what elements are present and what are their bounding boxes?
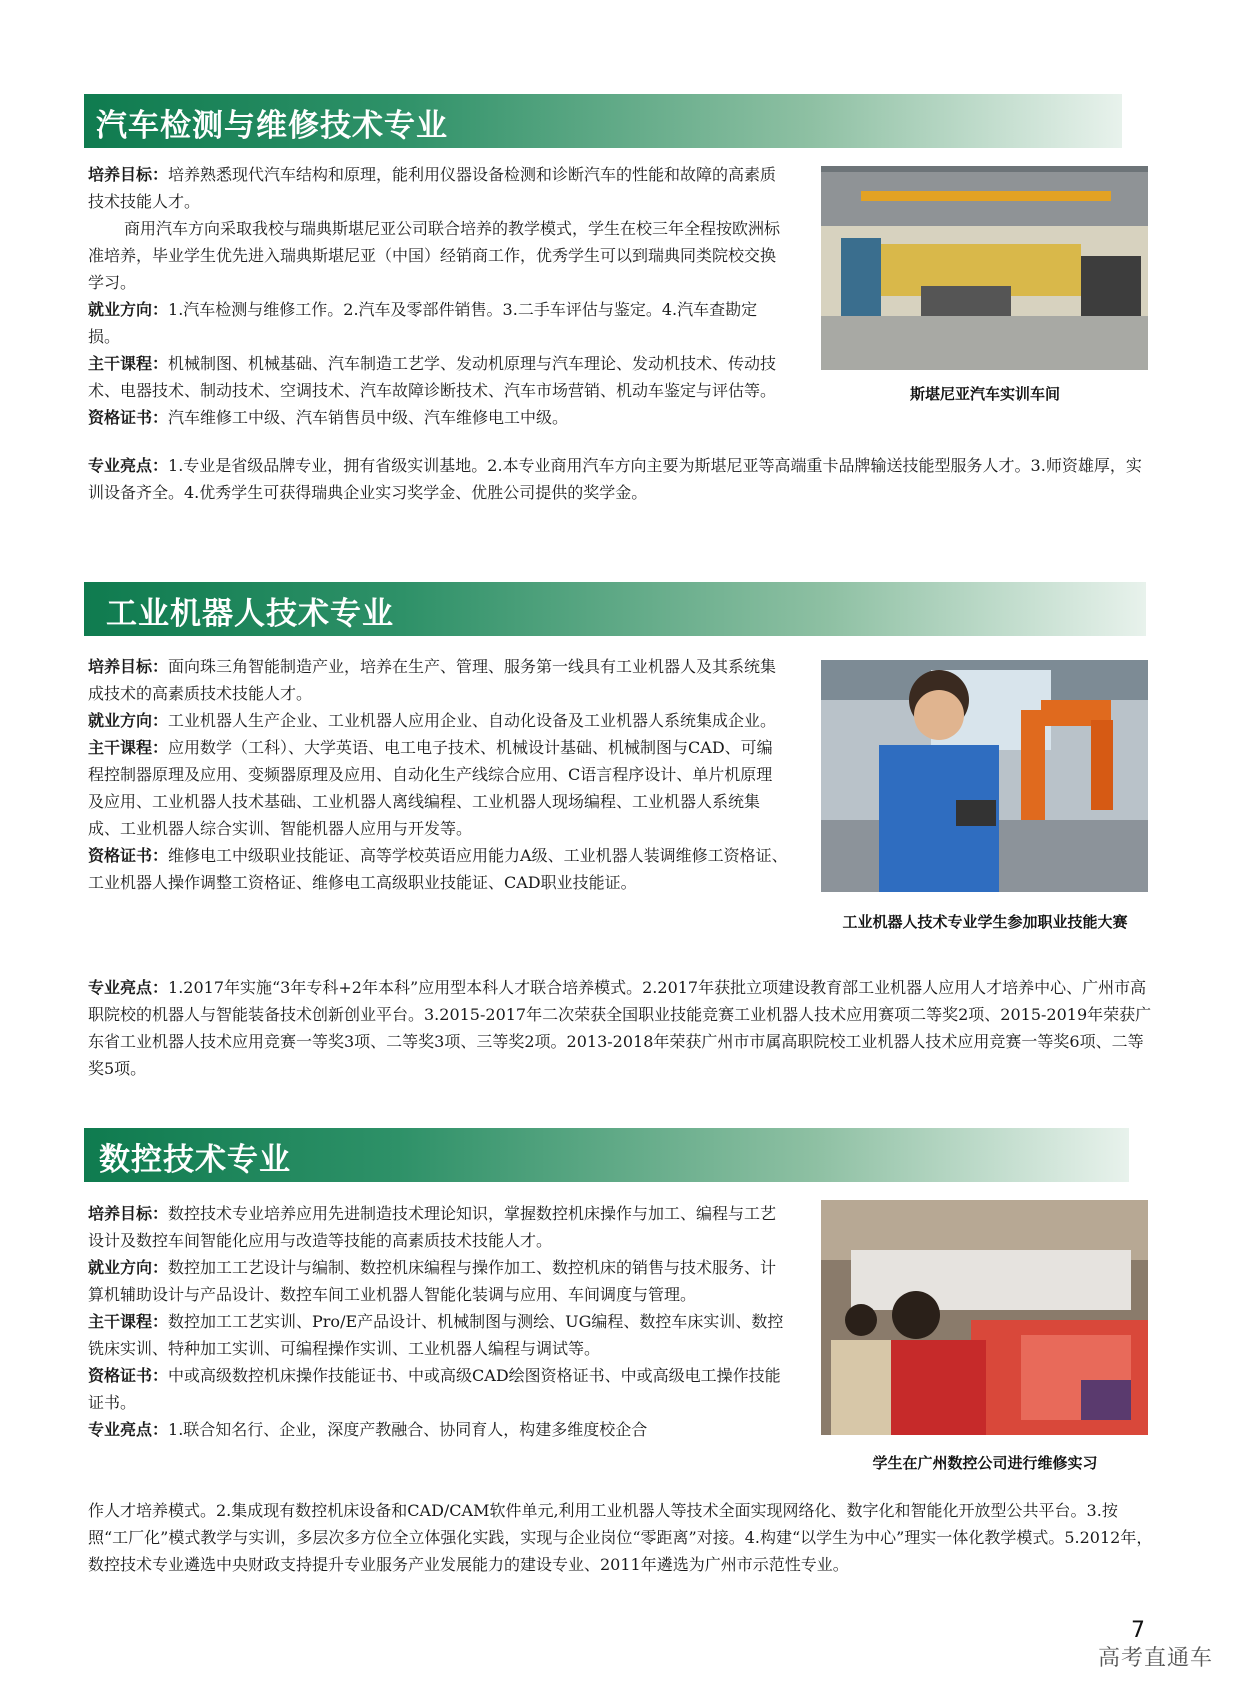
cnc-practice-photo — [821, 1200, 1148, 1435]
paragraph — [88, 161, 788, 215]
paragraph-label: 培养目标： — [88, 657, 169, 676]
section-3-banner — [84, 1128, 1129, 1182]
paragraph-text: 1.2017年实施“3年专科+2年本科”应用型本科人才联合培养模式。2.2017年获批立项建设教育部工业机器人应用人才培养中心、广州市高职院校的机器人与智能装备技术创新创业平台。3.2015-2017年二次荣获全国职业技能竞赛工业机器人技术应用赛项二等奖2项、2015-2019年荣获广东省工业机器人技术应用竞赛一等奖3项、二等奖3项、三等奖2项。2013-2018年荣获广州市市属高职院校工业机器人技术应用竞赛一等奖6项、二等奖5项。 — [88, 978, 1152, 1078]
paragraph-text: 数控加工工艺实训、Pro/E产品设计、机械制图与测绘、UG编程、数控车床实训、数控铣床实训、特种加工实训、可编程操作实训、工业机器人编程与调试等。 — [88, 1312, 784, 1358]
paragraph-text: 机械制图、机械基础、汽车制造工艺学、发动机原理与汽车理论、发动机技术、传动技术、电器技术、制动技术、空调技术、汽车故障诊断技术、汽车市场营销、机动车鉴定与评估等。 — [88, 354, 777, 400]
paragraph — [88, 1200, 788, 1254]
section-2-banner — [84, 582, 1146, 636]
section-2-title: 工业机器人技术专业 — [106, 596, 394, 632]
section-1-highlights — [88, 452, 1153, 506]
paragraph — [88, 296, 788, 350]
paragraph — [88, 1254, 788, 1308]
paragraph-label: 资格证书： — [88, 408, 169, 427]
paragraph-label: 主干课程： — [88, 1312, 169, 1331]
paragraph-text: 汽车维修工中级、汽车销售员中级、汽车维修电工中级。 — [168, 408, 569, 427]
robot-photo — [821, 660, 1148, 892]
paragraph-label: 就业方向： — [88, 1258, 169, 1277]
paragraph — [88, 215, 788, 296]
paragraph-text: 工业机器人生产企业、工业机器人应用企业、自动化设备及工业机器人系统集成企业。 — [168, 711, 777, 730]
paragraph-label: 主干课程： — [88, 354, 169, 373]
paragraph — [88, 1308, 788, 1362]
paragraph — [88, 452, 1153, 506]
paragraph-text: 培养熟悉现代汽车结构和原理，能利用仪器设备检测和诊断汽车的性能和故障的高素质技术技能人才。 — [88, 165, 777, 211]
paragraph — [88, 842, 788, 896]
paragraph-text: 面向珠三角智能制造产业，培养在生产、管理、服务第一线具有工业机器人及其系统集成技术的高素质技术技能人才。 — [88, 657, 777, 703]
paragraph-label: 就业方向： — [88, 300, 169, 319]
paragraph — [88, 653, 788, 707]
section-1-title: 汽车检测与维修技术专业 — [96, 108, 448, 144]
paragraph — [88, 350, 788, 404]
paragraph — [88, 1362, 788, 1416]
paragraph-text: 中或高级数控机床操作技能证书、中或高级CAD绘图资格证书、中或高级电工操作技能证书。 — [88, 1366, 781, 1412]
paragraph-label: 专业亮点： — [88, 456, 169, 475]
workshop-photo — [821, 166, 1148, 370]
section-3-body — [88, 1200, 788, 1443]
paragraph-label: 资格证书： — [88, 846, 169, 865]
paragraph-label: 专业亮点： — [88, 978, 169, 997]
paragraph-label: 主干课程： — [88, 738, 169, 757]
paragraph — [88, 404, 788, 431]
watermark: 高考直通车 — [1098, 1646, 1214, 1671]
section-3-title: 数控技术专业 — [99, 1142, 291, 1178]
paragraph-label: 专业亮点： — [88, 1420, 169, 1439]
paragraph — [88, 1497, 1153, 1578]
section-1-banner — [84, 94, 1122, 148]
paragraph — [88, 734, 788, 842]
paragraph-text: 应用数学（工科）、大学英语、电工电子技术、机械设计基础、机械制图与CAD、可编程控制器原理及应用、变频器原理及应用、自动化生产线综合应用、C语言程序设计、单片机原理及应用、工业机器人技术基础、工业机器人离线编程、工业机器人现场编程、工业机器人系统集成、工业机器人综合实训、智能机器人应用与开发等。 — [88, 738, 773, 838]
section-2-body — [88, 653, 788, 896]
paragraph-text: 维修电工中级职业技能证、高等学校英语应用能力A级、工业机器人装调维修工资格证、工业机器人操作调整工资格证、维修电工高级职业技能证、CAD职业技能证。 — [88, 846, 788, 892]
paragraph-label: 就业方向： — [88, 711, 169, 730]
paragraph-text: 数控技术专业培养应用先进制造技术理论知识，掌握数控机床操作与加工、编程与工艺设计及数控车间智能化应用与改造等技能的高素质技术技能人才。 — [88, 1204, 777, 1250]
section-1-body — [88, 161, 788, 431]
paragraph — [88, 707, 788, 734]
section-2-highlights — [88, 974, 1153, 1082]
section-1-caption: 斯堪尼亚汽车实训车间 — [909, 385, 1060, 403]
paragraph-text: 1.联合知名行、企业，深度产教融合、协同育人，构建多维度校企合 — [168, 1420, 648, 1439]
paragraph-label: 培养目标： — [88, 165, 169, 184]
paragraph-label: 培养目标： — [88, 1204, 169, 1223]
section-2-caption: 工业机器人技术专业学生参加职业技能大赛 — [842, 913, 1128, 931]
section-3-caption: 学生在广州数控公司进行维修实习 — [872, 1454, 1098, 1472]
paragraph-text: 商用汽车方向采取我校与瑞典斯堪尼亚公司联合培养的教学模式，学生在校三年全程按欧洲标准培养，毕业学生优先进入瑞典斯堪尼亚（中国）经销商工作，优秀学生可以到瑞典同类院校交换学习。 — [88, 219, 781, 292]
paragraph-label: 资格证书： — [88, 1366, 169, 1385]
paragraph-text: 1.汽车检测与维修工作。2.汽车及零部件销售。3.二手车评估与鉴定。4.汽车查勘定损。 — [88, 300, 758, 346]
paragraph-text: 1.专业是省级品牌专业，拥有省级实训基地。2.本专业商用汽车方向主要为斯堪尼亚等高端重卡品牌输送技能型服务人才。3.师资雄厚，实训设备齐全。4.优秀学生可获得瑞典企业实习奖学金、优胜公司提供的奖学金。 — [88, 456, 1142, 502]
page-number: 7 — [1131, 1618, 1145, 1643]
section-3-highlights — [88, 1497, 1153, 1578]
paragraph-text: 数控加工工艺设计与编制、数控机床编程与操作加工、数控机床的销售与技术服务、计算机辅助设计与产品设计、数控车间工业机器人智能化装调与应用、车间调度与管理。 — [88, 1258, 777, 1304]
paragraph-text: 作人才培养模式。2.集成现有数控机床设备和CAD/CAM软件单元,利用工业机器人等技术全面实现网络化、数字化和智能化开放型公共平台。3.按照“工厂化”模式教学与实训，多层次多方位全立体强化实践，实现与企业岗位“零距离”对接。4.构建“以学生为中心”理实一体化教学模式。5.2012年，数控技术专业遴选中央财政支持提升专业服务产业发展能力的建设专业、2011年遴选为广州市示范性专业。 — [88, 1501, 1153, 1574]
paragraph — [88, 1416, 788, 1443]
paragraph — [88, 974, 1153, 1082]
